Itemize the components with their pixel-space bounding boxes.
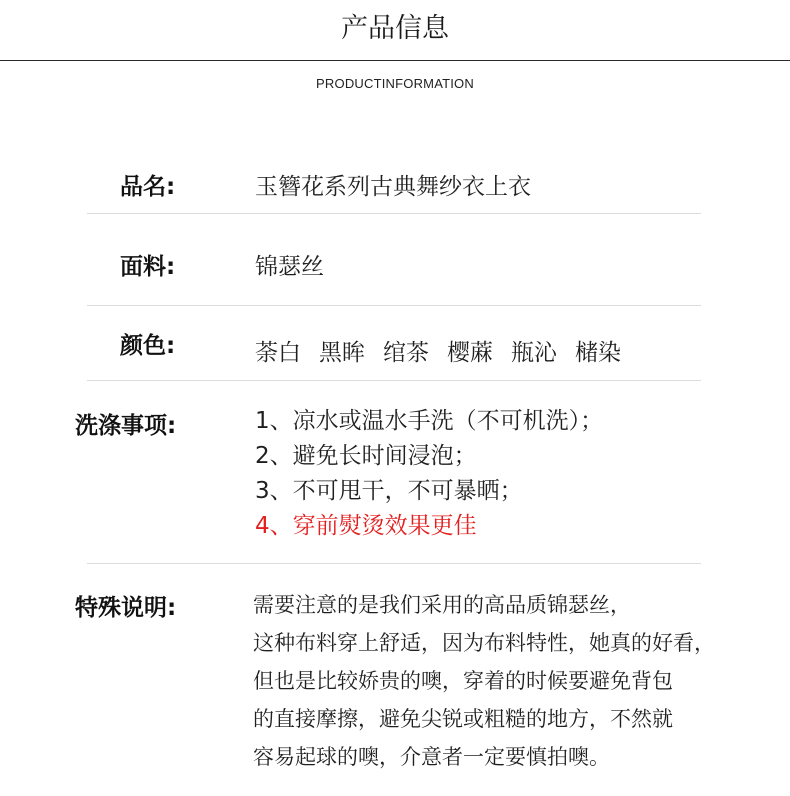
special-note bbox=[253, 586, 715, 776]
row-divider bbox=[87, 380, 701, 381]
name-value: 玉簪花系列古典舞纱衣上衣 bbox=[255, 174, 531, 200]
fabric-value: 锦瑟丝 bbox=[255, 254, 324, 280]
note-line: 的直接摩擦，避免尖锐或粗糙的地方，不然就 bbox=[253, 707, 673, 731]
care-item: 2、避免长时间浸泡； bbox=[255, 443, 477, 469]
color-option: 槠染 bbox=[575, 340, 621, 366]
section-subtitle: PRODUCTINFORMATION bbox=[316, 76, 474, 91]
color-option: 荼白 bbox=[255, 340, 301, 366]
color-option: 瓶沁 bbox=[511, 340, 557, 366]
color-option: 樱蔴 bbox=[447, 340, 493, 366]
color-label: 颜色: bbox=[120, 333, 176, 359]
row-divider bbox=[87, 305, 701, 306]
note-label: 特殊说明: bbox=[75, 595, 177, 621]
row-divider bbox=[87, 563, 701, 564]
title-divider bbox=[0, 60, 790, 61]
row-divider bbox=[87, 213, 701, 214]
care-list bbox=[255, 404, 603, 544]
section-title: 产品信息 bbox=[341, 13, 449, 44]
color-option: 绾茶 bbox=[383, 340, 429, 366]
care-item-highlight: 4、穿前熨烫效果更佳 bbox=[255, 513, 477, 539]
note-line: 这种布料穿上舒适，因为布料特性，她真的好看， bbox=[253, 631, 715, 655]
note-line: 容易起球的噢，介意者一定要慎拍噢。 bbox=[253, 745, 610, 769]
care-label: 洗涤事项: bbox=[75, 413, 177, 439]
note-line: 但也是比较娇贵的噢，穿着的时候要避免背包 bbox=[253, 669, 673, 693]
color-list bbox=[255, 334, 621, 367]
color-option: 黑眸 bbox=[319, 340, 365, 366]
name-label: 品名: bbox=[120, 174, 176, 200]
care-item: 1、凉水或温水手洗（不可机洗）； bbox=[255, 408, 604, 434]
fabric-label: 面料: bbox=[120, 254, 176, 280]
care-item: 3、不可甩干，不可暴晒； bbox=[255, 478, 523, 504]
note-line: 需要注意的是我们采用的高品质锦瑟丝， bbox=[253, 593, 631, 617]
